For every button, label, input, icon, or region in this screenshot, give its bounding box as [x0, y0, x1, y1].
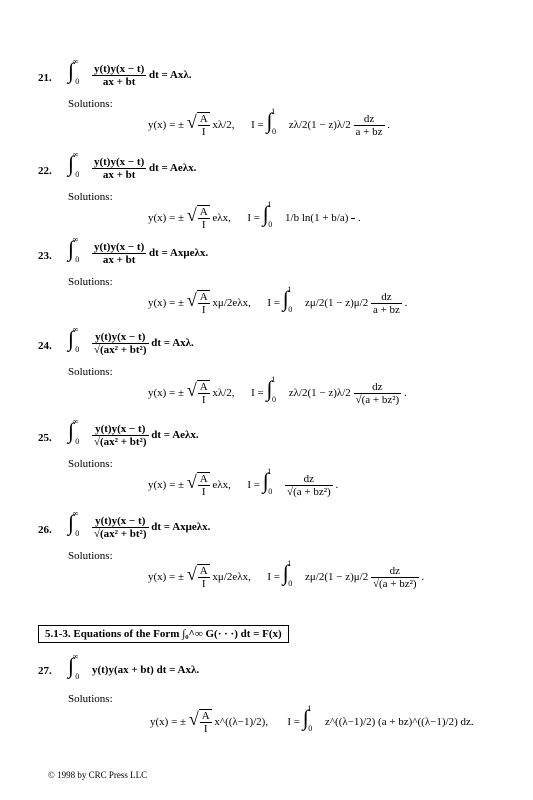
eq27-number: 27.	[38, 665, 52, 677]
lhs-fraction: $\frac{y(t)y(x - t)}{\text{√(ax² + bt²)}}$	[93, 422, 147, 448]
eq27-lhs: ∫ ∞ $_0$ y(t)y(ax + bt) dt = Axλ.	[68, 652, 200, 681]
solutions-label: Solutions:	[68, 550, 113, 562]
equation-number: 23.	[38, 250, 52, 262]
solution-line: y(x) = ± √ $\frac{A}{I}$ xλ/2, I = ∫ $^1$ $_0$ zλ/2(1 − z)λ/2 $\frac{dz}{a + bz}$ .	[148, 107, 391, 139]
solution-line: y(x) = ± √ $\frac{A}{I}$ eλx, I = ∫ $^1$ $_0$ $\frac{dz}{\text{√(a + bz²)}}$ .	[148, 467, 339, 499]
section-title-text: 5.1-3. Equations of the Form ∫₀^∞ G(· · ·) dt = F(x)	[45, 628, 282, 640]
eq27-solution: y(x) = ± √ $\frac{A}{I}$ x^((λ−1)/2), I = ∫ $^1$ $_0$ z^((λ−1)/2) (a + bz)^((λ−1)/2) dz.	[150, 704, 474, 736]
solutions-label: Solutions:	[68, 458, 113, 470]
equation-lhs: ∫ ∞ $_0$ $\frac{y(t)y(x - t)}{\text{√(ax² + bt²)}}$ dt = Axλ.	[68, 325, 194, 356]
equation-number: 26.	[38, 524, 52, 536]
integral-sign: ∫	[68, 326, 75, 351]
lhs-fraction: $\frac{y(t)y(x - t)}{\text{√(ax² + bt²)}}$	[93, 330, 147, 356]
solution-line: y(x) = ± √ $\frac{A}{I}$ xμ/2eλx, I = ∫ $^1$ $_0$ zμ/2(1 − z)μ/2 $\frac{dz}{\text{√(a + bz²)}}$ .	[148, 559, 425, 591]
equation-lhs: ∫ ∞ $_0$ $\frac{y(t)y(x - t)}{ax + bt}$ dt = Axμeλx.	[68, 235, 209, 266]
lhs-fraction: $\frac{y(t)y(x - t)}{\text{√(ax² + bt²)}}$	[93, 514, 147, 540]
equation-lhs: ∫ ∞ $_0$ $\frac{y(t)y(x - t)}{ax + bt}$ dt = Aeλx.	[68, 150, 197, 181]
eq27-solutions-label: Solutions:	[68, 693, 113, 705]
equation-number: 21.	[38, 72, 52, 84]
equation-number: 25.	[38, 432, 52, 444]
integral-sign: ∫	[68, 151, 75, 176]
solution-line: y(x) = ± √ $\frac{A}{I}$ xμ/2eλx, I = ∫ $^1$ $_0$ zμ/2(1 − z)μ/2 $\frac{dz}{a + bz}$ .	[148, 285, 408, 317]
integral-sign: ∫	[68, 236, 75, 261]
integral-sign: ∫	[68, 510, 75, 535]
solutions-label: Solutions:	[68, 98, 113, 110]
solution-line: y(x) = ± √ $\frac{A}{I}$ xλ/2, I = ∫ $^1$ $_0$ zλ/2(1 − z)λ/2 $\frac{dz}{\text{√(a + bz²)}}$ .	[148, 375, 407, 407]
equation-lhs: ∫ ∞ $_0$ $\frac{y(t)y(x - t)}{\text{√(ax² + bt²)}}$ dt = Aeλx.	[68, 417, 199, 448]
lhs-fraction: $\frac{y(t)y(x - t)}{ax + bt}$	[93, 155, 145, 181]
equation-number: 22.	[38, 165, 52, 177]
integral-sign: ∫	[68, 58, 75, 83]
solutions-label: Solutions:	[68, 276, 113, 288]
equation-lhs: ∫ ∞ $_0$ $\frac{y(t)y(x - t)}{\text{√(ax² + bt²)}}$ dt = Axμeλx.	[68, 509, 211, 540]
equation-number: 24.	[38, 340, 52, 352]
section-title	[38, 625, 289, 643]
integral-sign: ∫	[68, 418, 75, 443]
equation-lhs: ∫ ∞ $_0$ $\frac{y(t)y(x - t)}{ax + bt}$ dt = Axλ.	[68, 57, 192, 88]
solution-line: y(x) = ± √ $\frac{A}{I}$ eλx, I = ∫ $^1$ $_0$ 1/b ln(1 + b/a) .	[148, 200, 361, 232]
solutions-label: Solutions:	[68, 191, 113, 203]
integral-sign: ∫	[68, 653, 75, 678]
solutions-label: Solutions:	[68, 366, 113, 378]
lhs-fraction: $\frac{y(t)y(x - t)}{ax + bt}$	[93, 62, 145, 88]
lhs-fraction: $\frac{y(t)y(x - t)}{ax + bt}$	[93, 240, 145, 266]
footer-copyright: © 1998 by CRC Press LLC	[48, 770, 148, 780]
